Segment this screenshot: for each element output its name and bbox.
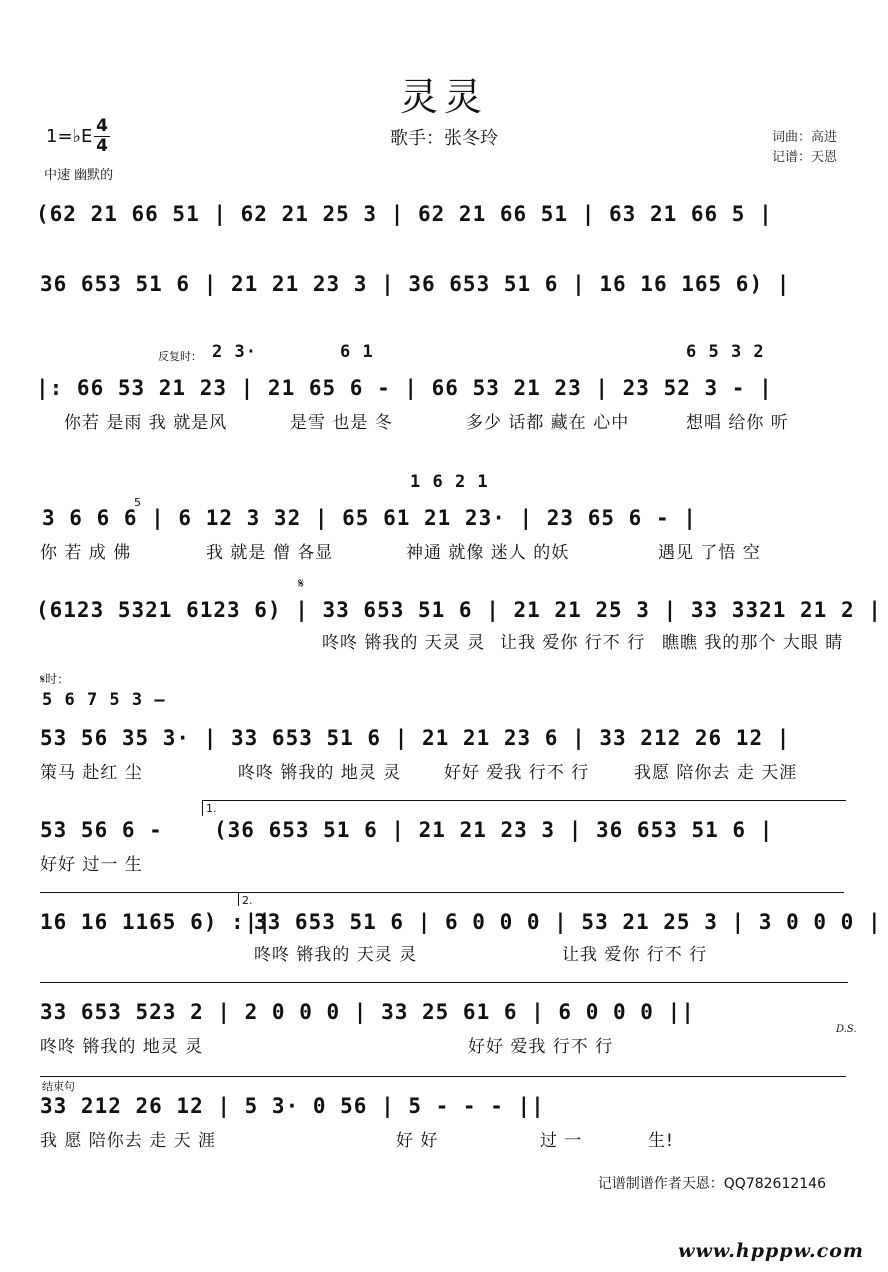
system-9-notes: 33 653 523 2 | 2 0 0 0 | 33 25 61 6 | 6 0 0 0 || <box>40 1000 695 1024</box>
system-3-upper-1: 2 3· <box>212 342 257 362</box>
system-10-lyrics-3: 过 一 <box>540 1131 583 1151</box>
system-3-lyrics-1: 你若 是雨 我 就是风 <box>64 413 228 433</box>
coda-label: 结束句 <box>42 1080 75 1093</box>
system-6-notes: 53 56 35 3· | 33 653 51 6 | 21 21 23 6 | 33 212 26 12 | <box>40 726 791 750</box>
system-8-notes-a: 16 16 1165 6) :|| <box>40 910 272 934</box>
system-4-lyrics-1: 你 若 成 佛 <box>40 543 132 563</box>
segno-repeat-label: 𝄋时： <box>40 672 70 686</box>
transcriber-credit: 记谱：天恩 <box>772 150 838 165</box>
system-5-notes: (6123 5321 6123 6) | 33 653 51 6 | 21 21 25 3 | 33 3321 21 2 | <box>36 598 882 622</box>
system-6-lyrics-1: 策马 赴红 尘 <box>40 763 143 783</box>
system-8-lyrics-1: 咚咚 锵我的 天灵 灵 <box>254 945 418 965</box>
singer-line: 歌手：张冬玲 <box>390 128 498 149</box>
system-4-upper-1: 1 6 2 1 <box>410 472 489 492</box>
system-10-lyrics-2: 好 好 <box>396 1131 439 1151</box>
system-6-lyrics-2: 咚咚 锵我的 地灵 灵 <box>238 763 402 783</box>
system-7-lyrics-1: 好好 过一 生 <box>40 855 143 875</box>
system-3-notes: |: 66 53 21 23 | 21 65 6 - | 66 53 21 23 | 23 52 3 - | <box>36 376 773 400</box>
first-ending-label: 1. <box>206 802 217 815</box>
system-2-notes: 36 653 51 6 | 21 21 23 3 | 36 653 51 6 | 16 16 165 6) | <box>40 272 791 296</box>
key-signature: 1=♭E <box>46 126 93 147</box>
system-3-lyrics-3: 多少 话都 藏在 心中 <box>466 413 630 433</box>
system-4-lyrics-3: 神通 就像 迷人 的妖 <box>406 543 570 563</box>
dal-segno: D.S. <box>836 1024 857 1035</box>
system-10-lyrics-1: 我 愿 陪你去 走 天 涯 <box>40 1131 217 1151</box>
system-3-lyrics-2: 是雪 也是 冬 <box>290 413 393 433</box>
system-7-notes-b: (36 653 51 6 | 21 21 23 3 | 36 653 51 6 | <box>214 818 774 842</box>
system-3-upper-2: 6 1 <box>340 342 374 362</box>
system-6-lyrics-3: 好好 爱我 行不 行 <box>444 763 590 783</box>
system-5-lyrics-3: 瞧瞧 我的那个 大眼 睛 <box>662 633 844 653</box>
time-signature-bottom: 4 <box>96 136 108 156</box>
system-7-notes-a: 53 56 6 - <box>40 818 163 842</box>
site-watermark: www.hpppw.com <box>678 1240 864 1262</box>
tempo-marking: 中速 幽默的 <box>44 168 114 183</box>
lyricist-composer-credit: 词曲：高进 <box>772 130 838 145</box>
system-5-lyrics-2: 让我 爱你 行不 行 <box>500 633 646 653</box>
second-ending-label: 2. <box>242 894 253 907</box>
system-4-lyrics-2: 我 就是 僧 各显 <box>206 543 334 563</box>
song-title: 灵灵 <box>399 75 488 119</box>
author-contact: 记谱制谱作者天恩：QQ782612146 <box>597 1176 826 1192</box>
system-8-notes-b: 33 653 51 6 | 6 0 0 0 | 53 21 25 3 | 3 0 0 0 | <box>254 910 882 934</box>
system-6-upper-1: 5 6 7 5 3 – <box>42 690 166 710</box>
system-5-lyrics-1: 咚咚 锵我的 天灵 灵 <box>322 633 486 653</box>
system-3-lyrics-4: 想唱 给你 听 <box>686 413 789 433</box>
grace-note: 5 <box>134 496 141 509</box>
system-6-lyrics-4: 我愿 陪你去 走 天涯 <box>634 763 798 783</box>
system-3-upper-3: 6 5 3 2 <box>686 342 765 362</box>
segno-sign: 𝄋 <box>298 576 305 592</box>
system-4-notes: 3 6 6 6 | 6 12 3 32 | 65 61 21 23· | 23 65 6 - | <box>42 506 697 530</box>
time-signature-top: 4 <box>96 116 108 136</box>
system-1-notes: (62 21 66 51 | 62 21 25 3 | 62 21 66 51 | 63 21 66 5 | <box>36 202 773 226</box>
system-10-notes: 33 212 26 12 | 5 3· 0 56 | 5 - - - || <box>40 1094 545 1118</box>
system-8-lyrics-2: 让我 爱你 行不 行 <box>562 945 708 965</box>
time-signature <box>94 118 110 155</box>
repeat-label: 反复时： <box>158 350 202 363</box>
system-10-lyrics-4: 生! <box>648 1131 674 1151</box>
system-4-lyrics-4: 遇见 了悟 空 <box>658 543 761 563</box>
system-9-lyrics-1: 咚咚 锵我的 地灵 灵 <box>40 1037 204 1057</box>
system-9-lyrics-2: 好好 爱我 行不 行 <box>468 1037 614 1057</box>
